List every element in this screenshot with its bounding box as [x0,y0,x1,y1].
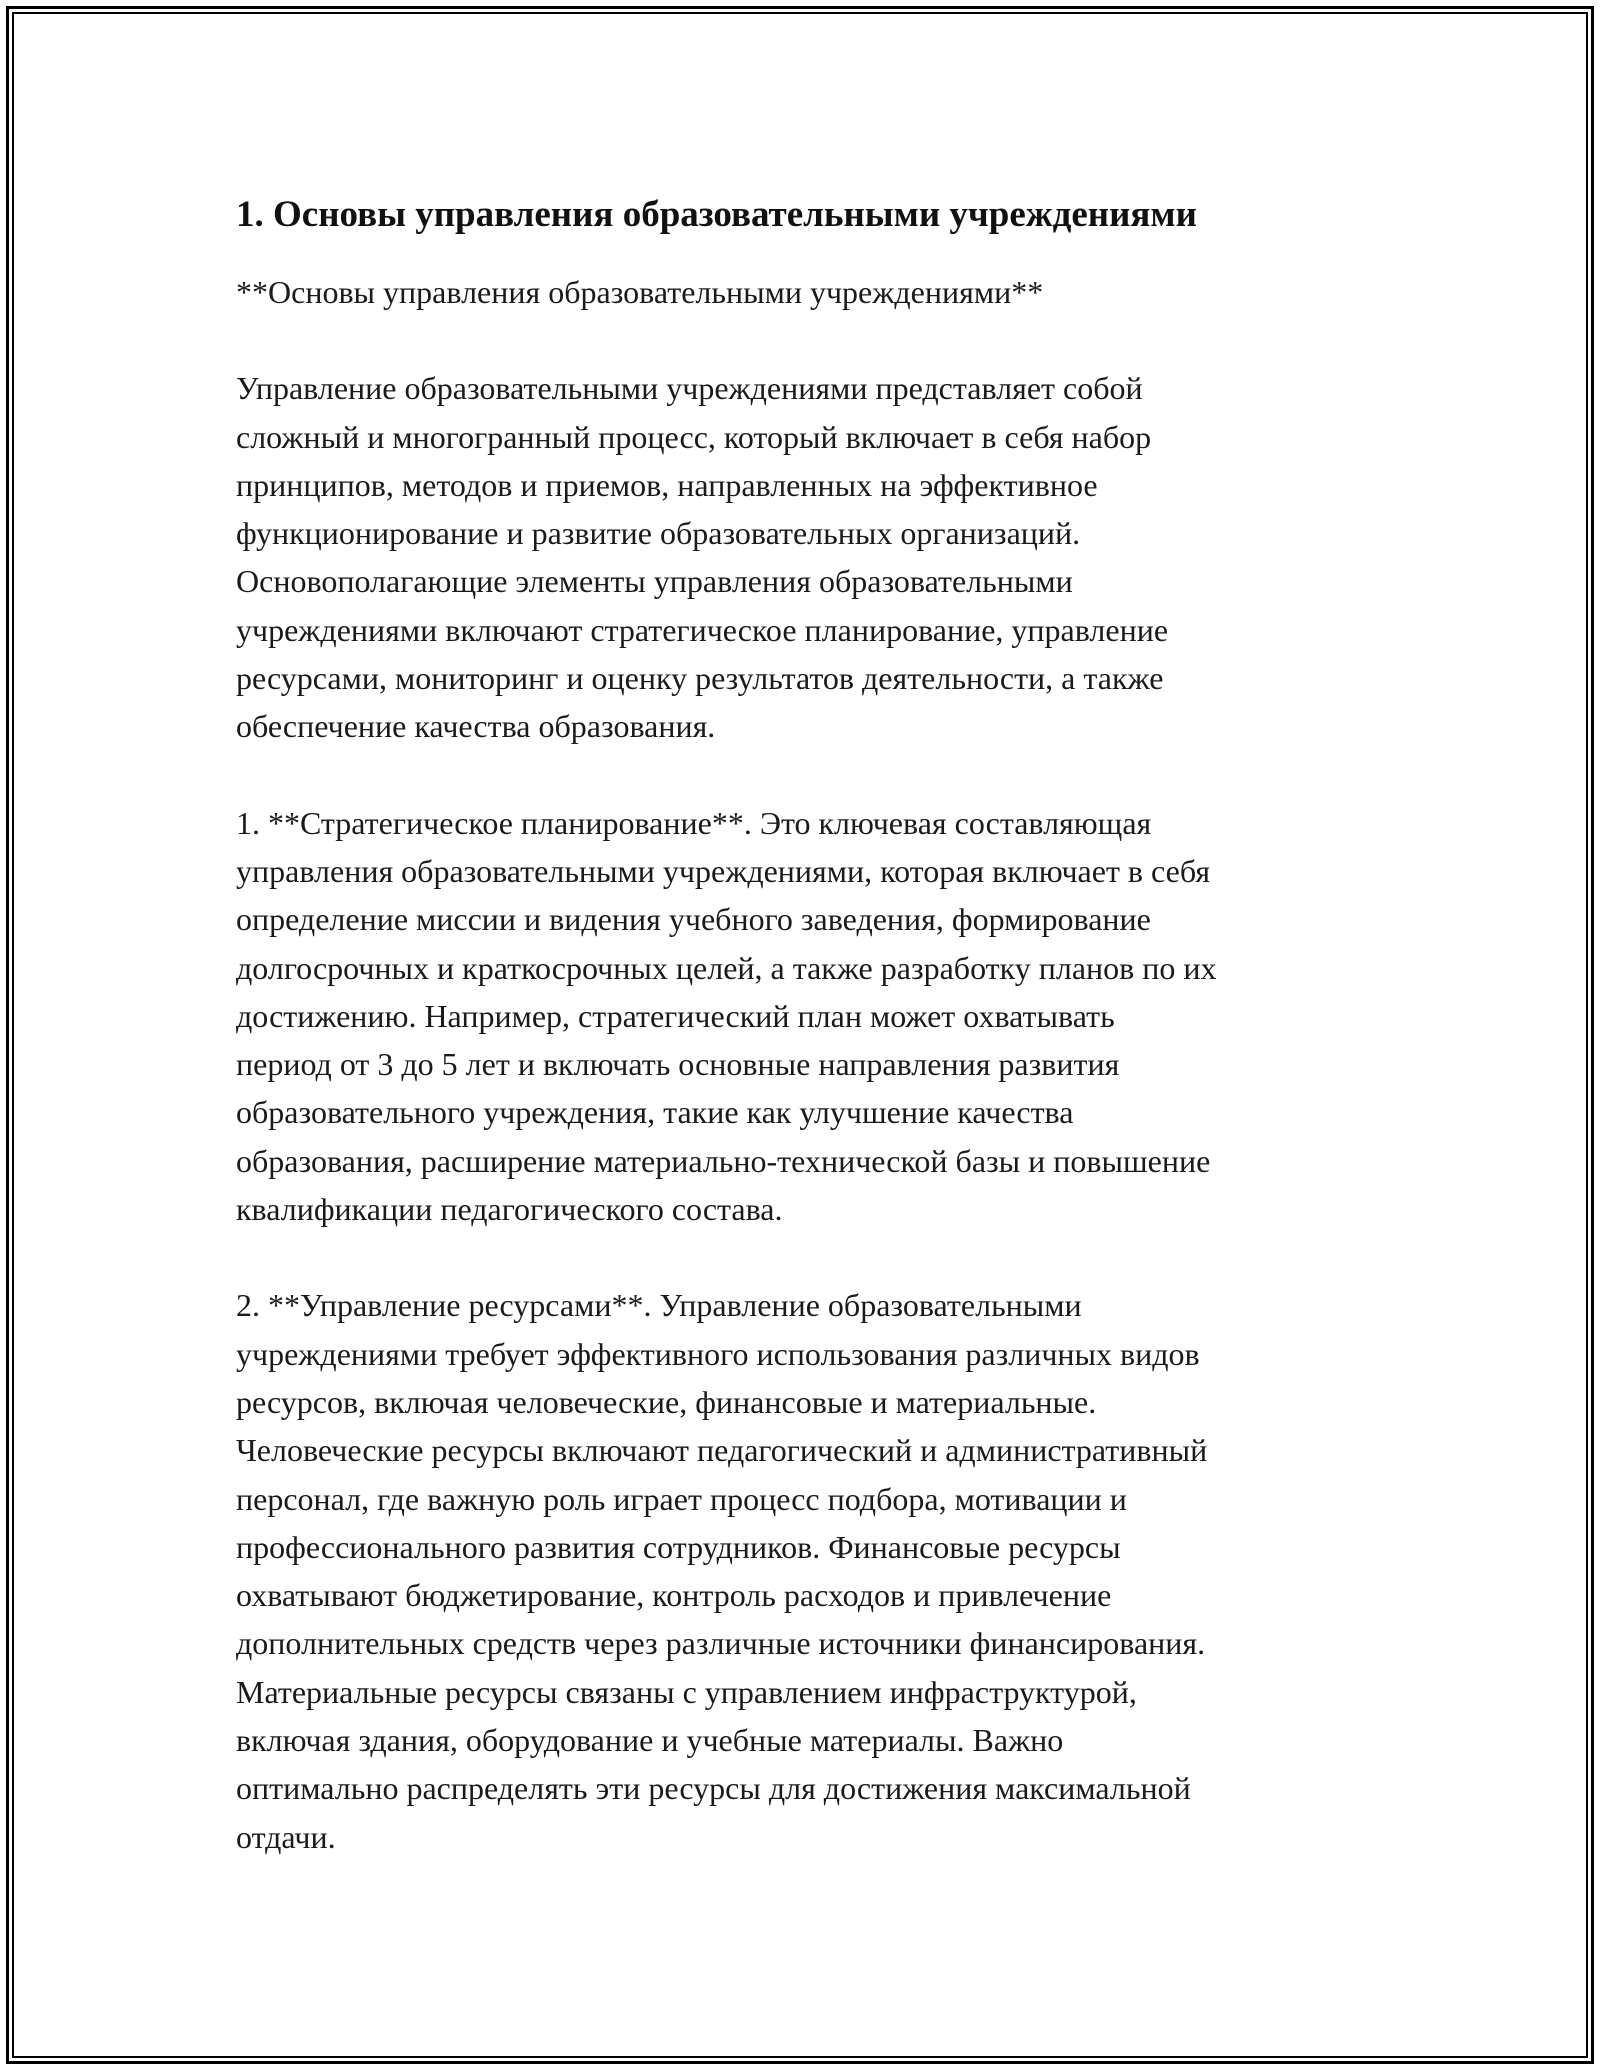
resource-management-paragraph: 2. **Управление ресурсами**. Управление образовательными учреждениями требует эффективного использования различных видов ресурсов, включая человеческие, финансовые и материальные. Человеческие ресурсы включают педагогический и административный персонал, где важную роль играет процесс подбора, мотивации и профессионального развития сотрудников. Финансовые ресурсы охватывают бюджетирование, контроль расходов и привлечение дополнительных средств через различные источники финансирования. Материальные ресурсы связаны с управлением инфраструктурой, включая здания, оборудование и учебные материалы. Важно оптимально распределять эти ресурсы для достижения максимальной отдачи. [236,1287,1208,1855]
strategic-planning-paragraph: 1. **Стратегическое планирование**. Это ключевая составляющая управления образовательными учреждениями, которая включает в себя определение миссии и видения учебного заведения, формирование долгосрочных и краткосрочных целей, а также разработку планов по их достижению. Например, стратегический план может охватывать период от 3 до 5 лет и включать основные направления развития образовательного учреждения, такие как улучшение качества образования, расширение материально-технической базы и повышение квалификации педагогического состава. [236,804,1217,1228]
section-heading: 1. Основы управления образовательными учреждениями [236,194,1197,235]
subtitle-paragraph: **Основы управления образовательными учреждениями** [236,274,1044,310]
document-body [236,180,1376,1909]
intro-paragraph: Управление образовательными учреждениями представляет собой сложный и многогранный процесс, который включает в себя набор принципов, методов и приемов, направленных на эффективное функционирование и развитие образовательных организаций. Основополагающие элементы управления образовательными учреждениями включают стратегическое планирование, управление ресурсами, мониторинг и оценку результатов деятельности, а также обеспечение качества образования. [236,370,1169,745]
